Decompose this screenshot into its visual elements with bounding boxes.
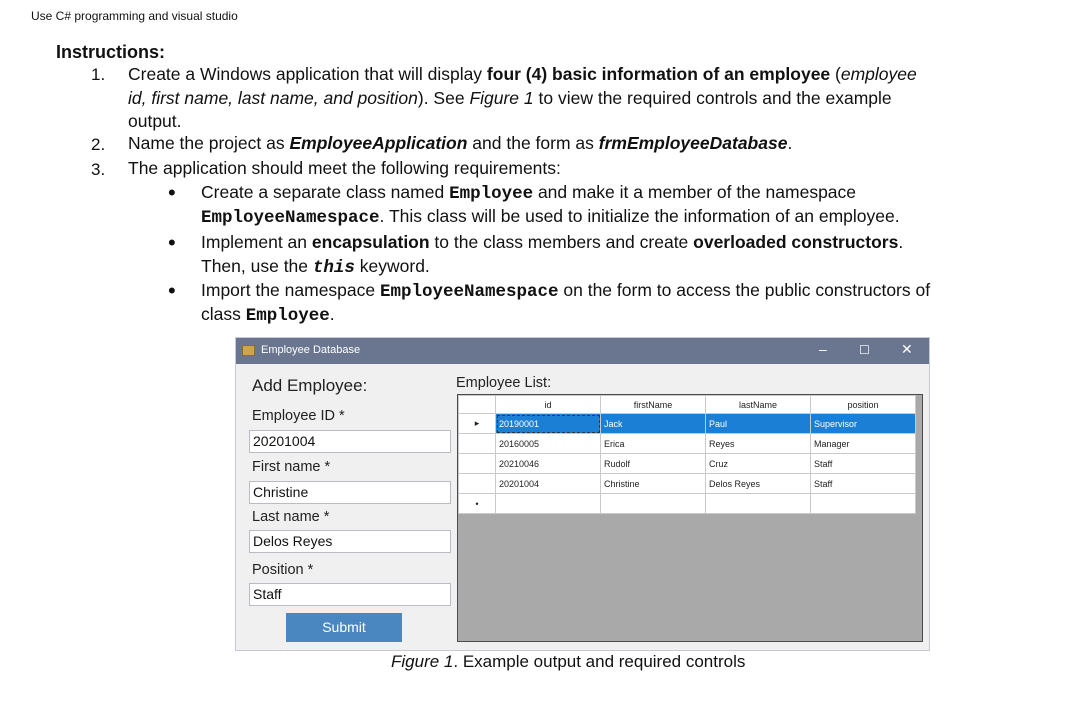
header-id[interactable]: id: [496, 396, 601, 414]
position-label: Position *: [252, 562, 314, 578]
figure-caption: [391, 652, 745, 672]
bullet-2-line-1: [201, 231, 1039, 254]
table-row[interactable]: [459, 414, 916, 434]
table-cell[interactable]: Jack: [601, 414, 706, 434]
minimize-button[interactable]: –: [819, 341, 827, 357]
table-cell[interactable]: Reyes: [706, 434, 811, 454]
first-name-input[interactable]: Christine: [249, 481, 451, 504]
row-header: [459, 454, 496, 474]
new-row-marker-icon: •: [459, 494, 496, 514]
bullet-1-class-name: Employee: [449, 184, 534, 204]
table-cell[interactable]: [496, 494, 601, 514]
position-input[interactable]: Staff: [249, 583, 451, 606]
bullet-2-text-d: keyword.: [354, 256, 430, 276]
grid-header-row: [459, 396, 916, 414]
figure-label: Figure 1: [391, 652, 454, 671]
item-2-text-a: Name the project as: [128, 133, 290, 153]
table-cell[interactable]: Delos Reyes: [706, 474, 811, 494]
table-cell[interactable]: Rudolf: [601, 454, 706, 474]
last-name-input[interactable]: Delos Reyes: [249, 530, 451, 553]
table-cell[interactable]: 20190001: [496, 414, 601, 434]
table-cell[interactable]: Erica: [601, 434, 706, 454]
item-1-text-b: ). See: [417, 88, 470, 108]
bullet-2-encapsulation: encapsulation: [311, 232, 430, 252]
bullet-2-dot: •: [168, 230, 176, 255]
table-cell[interactable]: 20210046: [496, 454, 601, 474]
maximize-button[interactable]: ☐: [859, 343, 870, 357]
header-firstname[interactable]: firstName: [601, 396, 706, 414]
table-cell[interactable]: Staff: [811, 474, 916, 494]
bullet-1-line-2: [201, 205, 900, 230]
employee-database-window: [235, 337, 930, 651]
bullet-2-period: .: [898, 232, 904, 252]
bullet-3-period: .: [329, 304, 335, 324]
item-2-number: 2.: [91, 135, 106, 154]
table-row[interactable]: [459, 434, 916, 454]
table-row[interactable]: [459, 474, 916, 494]
table-cell[interactable]: 20201004: [496, 474, 601, 494]
current-row-marker-icon: ▸: [459, 414, 496, 434]
table-cell[interactable]: Cruz: [706, 454, 811, 474]
item-1-italic-b: id, first name, last name, and position: [128, 88, 418, 108]
item-1-line-3: output.: [128, 111, 182, 131]
employee-id-input[interactable]: 20201004: [249, 430, 451, 453]
item-3-line: The application should meet the following requirements:: [128, 158, 561, 178]
item-1-number: 1.: [91, 65, 106, 84]
item-1-bold: four (4) basic information of an employee: [486, 64, 831, 84]
row-header: [459, 434, 496, 454]
table-row[interactable]: [459, 454, 916, 474]
new-row[interactable]: [459, 494, 916, 514]
table-cell[interactable]: [811, 494, 916, 514]
employee-id-label: Employee ID *: [252, 408, 345, 424]
bullet-2-text-b: to the class members and create: [429, 232, 694, 252]
bullet-3-dot: •: [168, 278, 176, 303]
bullet-1-text-b: and make it a member of the namespace: [533, 182, 857, 202]
instructions-heading: Instructions:: [56, 42, 166, 62]
item-1-text-a: Create a Windows application that will display: [128, 64, 487, 84]
bullet-2-text-c: Then, use the: [201, 256, 313, 276]
bullet-2-overloaded: overloaded constructors: [693, 232, 899, 252]
figure-caption-text: . Example output and required controls: [453, 652, 746, 671]
grid-corner-cell: [459, 396, 496, 414]
item-1-figure-ref: Figure 1: [469, 88, 534, 108]
item-1-line-1: [128, 63, 1040, 86]
table-cell[interactable]: Staff: [811, 454, 916, 474]
table-cell[interactable]: Paul: [706, 414, 811, 434]
item-1-line-2: [128, 87, 892, 110]
table-cell[interactable]: [706, 494, 811, 514]
bullet-3-text-b: on the form to access the public constructors of: [558, 280, 931, 300]
item-3-number: 3.: [91, 160, 106, 179]
window-titlebar: [236, 338, 929, 364]
row-header: [459, 474, 496, 494]
bullet-3-line-2: [201, 303, 335, 328]
table-cell[interactable]: 20160005: [496, 434, 601, 454]
item-1-text-c: to view the required controls and the example: [533, 88, 892, 108]
top-note: Use C# programming and visual studio: [31, 9, 238, 23]
item-2-text-b: and the form as: [467, 133, 599, 153]
close-button[interactable]: ✕: [901, 341, 913, 357]
bullet-1-dot: •: [168, 180, 176, 205]
add-employee-heading: Add Employee:: [252, 376, 368, 395]
table-cell[interactable]: Christine: [601, 474, 706, 494]
employee-data-grid[interactable]: [457, 394, 923, 642]
item-2-project-name: EmployeeApplication: [289, 133, 468, 153]
bullet-3-text-a: Import the namespace: [201, 280, 380, 300]
item-2-form-name: frmEmployeeDatabase: [598, 133, 788, 153]
item-2-line: [128, 132, 792, 155]
bullet-2-text-a: Implement an: [201, 232, 312, 252]
window-title: Employee Database: [261, 344, 361, 356]
employee-list-heading: Employee List:: [456, 375, 552, 391]
table-cell[interactable]: [601, 494, 706, 514]
bullet-3-namespace: EmployeeNamespace: [379, 282, 559, 302]
header-lastname[interactable]: lastName: [706, 396, 811, 414]
bullet-1-text-c: . This class will be used to initialize the information of an employee.: [379, 206, 900, 226]
last-name-label: Last name *: [252, 509, 330, 525]
submit-button[interactable]: Submit: [286, 613, 402, 642]
table-cell[interactable]: Supervisor: [811, 414, 916, 434]
bullet-3-line-1: [201, 279, 1039, 304]
bullet-2-this-keyword: this: [312, 258, 355, 278]
bullet-3-text-c: class: [201, 304, 246, 324]
bullet-1-line-1: [201, 181, 1039, 206]
item-2-period: .: [787, 133, 793, 153]
bullet-3-class-name: Employee: [245, 306, 330, 326]
item-1-italic-a: employee: [840, 64, 917, 84]
header-position[interactable]: position: [811, 396, 916, 414]
bullet-2-line-2: [201, 255, 430, 280]
bullet-1-text-a: Create a separate class named: [201, 182, 450, 202]
item-1-paren: (: [830, 64, 841, 84]
table-cell[interactable]: Manager: [811, 434, 916, 454]
first-name-label: First name *: [252, 459, 331, 475]
bullet-1-namespace: EmployeeNamespace: [201, 208, 380, 228]
app-icon: [242, 345, 255, 356]
